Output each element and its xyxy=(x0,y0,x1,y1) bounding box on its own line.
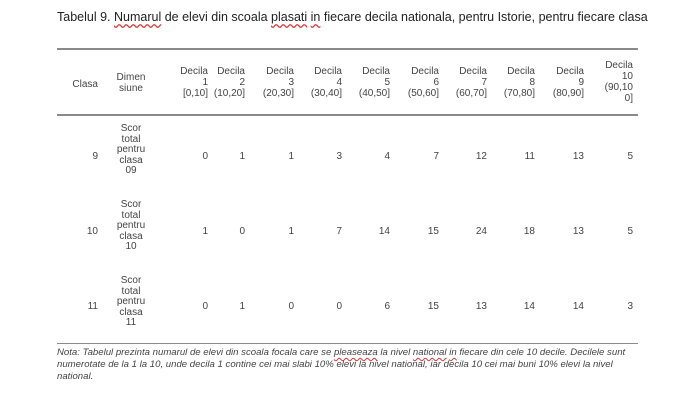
header-dimensiune: Dimen siune xyxy=(116,72,146,94)
caption-word-plasati: plasati xyxy=(271,10,308,24)
header-decila-5-l3: (40,50] xyxy=(358,88,390,99)
header-decila-3-l1: Decila xyxy=(266,66,294,77)
table-row-1-clasa: 10 xyxy=(86,226,98,237)
table-note xyxy=(57,347,647,383)
note-word-in: in xyxy=(449,347,457,358)
table-row-0-decila-7: 12 xyxy=(475,151,487,162)
table-row-0-decila-8: 11 xyxy=(524,151,535,162)
header-decila-4-l2: 4 xyxy=(336,77,342,88)
header-decila-9-l3: (80,90] xyxy=(552,88,584,99)
note-part2: la nivel xyxy=(377,347,413,358)
table-row-2-dimensiune: Scor total pentru clasa 11 xyxy=(116,275,146,328)
table-top-rule xyxy=(57,48,638,50)
header-decila-7-l2: 7 xyxy=(481,77,487,88)
header-decila-3-l2: 3 xyxy=(288,77,294,88)
table-row-2-decila-5: 6 xyxy=(384,301,390,312)
table-row-2-decila-9: 14 xyxy=(572,301,584,312)
note-word-pleaseaza: pleaseaza xyxy=(333,347,378,358)
header-decila-6-l3: (50,60] xyxy=(407,88,439,99)
caption-word-in: in xyxy=(310,10,321,24)
header-decila-1-l2: 1 xyxy=(202,77,208,88)
table-bottom-rule xyxy=(57,343,638,344)
header-decila-1-l3: [0,10] xyxy=(182,88,208,99)
table-row-2-decila-4: 0 xyxy=(336,301,342,312)
header-decila-3-l3: (20,30] xyxy=(262,88,294,99)
header-decila-10-l4: 0] xyxy=(624,93,633,104)
header-decila-1-l1: Decila xyxy=(180,66,208,77)
caption-suffix: fiecare decila nationala, pentru Istorie, pentru fiecare clasa xyxy=(320,10,648,24)
table-row-0-decila-6: 7 xyxy=(433,151,439,162)
header-decila-9-l2: 9 xyxy=(578,77,584,88)
table-row-2-decila-2: 1 xyxy=(239,301,245,312)
table-row-0-decila-4: 3 xyxy=(336,151,342,162)
header-decila-10-l2: 10 xyxy=(621,71,633,82)
header-decila-7-l1: Decila xyxy=(459,66,487,77)
table-row-1-decila-4: 7 xyxy=(336,226,342,237)
table-row-1-decila-9: 13 xyxy=(572,226,584,237)
header-decila-8-l3: (70,80] xyxy=(503,88,535,99)
table-row-2-decila-7: 13 xyxy=(475,301,487,312)
table-row-0-decila-9: 13 xyxy=(572,151,584,162)
table-row-0-decila-5: 4 xyxy=(384,151,390,162)
header-decila-4-l1: Decila xyxy=(314,66,342,77)
table-row-0-decila-1: 0 xyxy=(202,151,208,162)
table-row-1-decila-10: 5 xyxy=(627,226,633,237)
table-row-1-decila-8: 18 xyxy=(523,226,535,237)
header-decila-5-l1: Decila xyxy=(362,66,390,77)
caption-mid1: de elevi din scoala xyxy=(161,10,272,24)
header-decila-6-l2: 6 xyxy=(433,77,439,88)
table-row-1-decila-3: 1 xyxy=(288,226,294,237)
note-part1: Nota: Tabelul prezinta numarul de elevi din scoala focala care se xyxy=(57,347,334,358)
header-decila-10-l1: Decila xyxy=(605,60,633,71)
table-row-0-dimensiune: Scor total pentru clasa 09 xyxy=(116,123,146,176)
table-row-1-dimensiune: Scor total pentru clasa 10 xyxy=(116,199,146,252)
table-row-1-decila-6: 15 xyxy=(427,226,439,237)
header-decila-4-l3: (30,40] xyxy=(310,88,342,99)
header-decila-2-l2: 2 xyxy=(239,77,245,88)
table-row-2-decila-6: 15 xyxy=(427,301,439,312)
table-row-0-decila-3: 1 xyxy=(288,151,294,162)
header-decila-2-l3: (10,20] xyxy=(213,88,245,99)
note-word-national: national xyxy=(412,347,447,358)
table-row-0-decila-10: 5 xyxy=(627,151,633,162)
header-decila-5-l2: 5 xyxy=(384,77,390,88)
table-row-2-decila-10: 3 xyxy=(627,301,633,312)
header-decila-7-l3: (60,70] xyxy=(455,88,487,99)
table-row-2-decila-8: 14 xyxy=(523,301,535,312)
header-bottom-rule xyxy=(57,114,638,116)
header-decila-10-l3: (90,10 xyxy=(604,82,633,93)
table-row-0-clasa: 9 xyxy=(92,151,98,162)
table-row-1-decila-7: 24 xyxy=(475,226,487,237)
note-part4: fiecare din cele 10 decile. Decilele sunt numerotate de la 1 la 10, unde decila 1 contine cei mai slabi 10% elevi la nivel national, iar decila 10 cei mai buni 10% elevi la nivel national. xyxy=(57,347,626,382)
header-clasa: Clasa xyxy=(72,79,98,90)
caption-word-numarul: Numarul xyxy=(113,10,162,24)
table-row-0-decila-2: 1 xyxy=(239,151,245,162)
caption-prefix: Tabelul 9. xyxy=(57,10,114,24)
table-row-1-decila-2: 0 xyxy=(239,226,245,237)
table-row-1-decila-5: 14 xyxy=(378,226,390,237)
header-decila-2-l1: Decila xyxy=(217,66,245,77)
header-decila-9-l1: Decila xyxy=(556,66,584,77)
header-decila-8-l2: 8 xyxy=(529,77,535,88)
table-row-2-decila-1: 0 xyxy=(202,301,208,312)
header-decila-8-l1: Decila xyxy=(507,66,535,77)
table-row-1-decila-1: 1 xyxy=(202,226,208,237)
header-decila-6-l1: Decila xyxy=(411,66,439,77)
table-row-2-clasa: 11 xyxy=(87,301,98,312)
table-row-2-decila-3: 0 xyxy=(288,301,294,312)
table-caption xyxy=(57,10,657,25)
